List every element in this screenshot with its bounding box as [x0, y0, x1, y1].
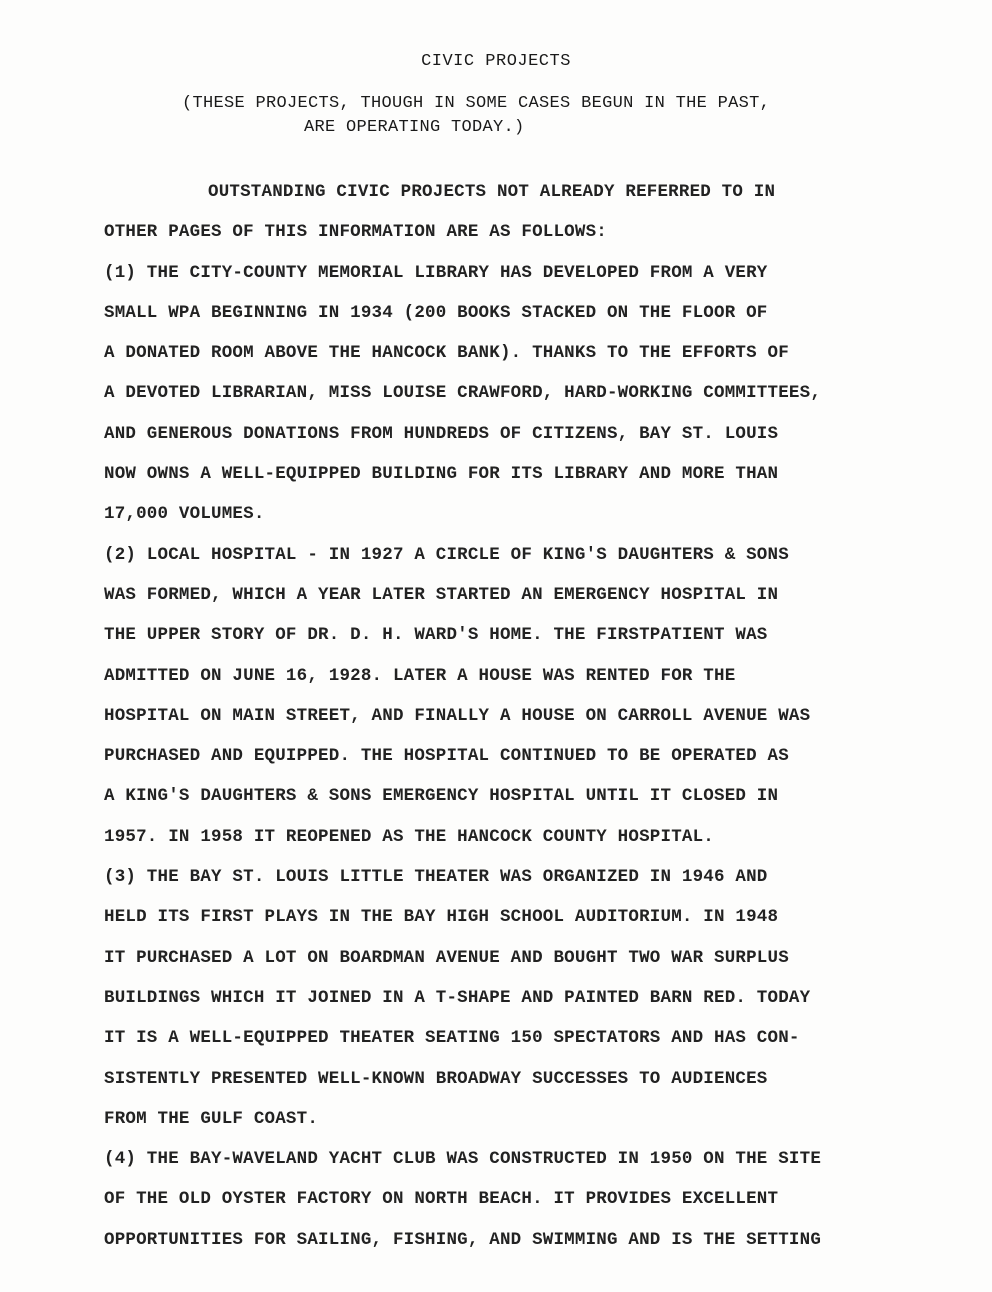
text-line: SMALL WPA BEGINNING IN 1934 (200 BOOKS STACKED ON THE FLOOR OF: [104, 302, 768, 323]
text-line: IT PURCHASED A LOT ON BOARDMAN AVENUE AND BOUGHT TWO WAR SURPLUS: [104, 947, 789, 968]
text-line: OTHER PAGES OF THIS INFORMATION ARE AS FOLLOWS:: [104, 222, 607, 243]
subtitle-line-2: ARE OPERATING TODAY.): [304, 118, 525, 137]
text-line: OPPORTUNITIES FOR SAILING, FISHING, AND SWIMMING AND IS THE SETTING: [104, 1229, 822, 1250]
text-line: WAS FORMED, WHICH A YEAR LATER STARTED AN EMERGENCY HOSPITAL IN: [104, 584, 779, 605]
text-line: FROM THE GULF COAST.: [104, 1108, 319, 1129]
text-line: IT IS A WELL-EQUIPPED THEATER SEATING 150 SPECTATORS AND HAS CON-: [104, 1028, 800, 1049]
page-title: CIVIC PROJECTS: [421, 52, 571, 71]
text-line: PURCHASED AND EQUIPPED. THE HOSPITAL CONTINUED TO BE OPERATED AS: [104, 746, 789, 767]
text-line: A DONATED ROOM ABOVE THE HANCOCK BANK). THANKS TO THE EFFORTS OF: [104, 343, 789, 364]
text-line: 1957. IN 1958 IT REOPENED AS THE HANCOCK COUNTY HOSPITAL.: [104, 826, 714, 847]
text-line: (3) THE BAY ST. LOUIS LITTLE THEATER WAS ORGANIZED IN 1946 AND: [104, 867, 768, 888]
text-line: (2) LOCAL HOSPITAL - IN 1927 A CIRCLE OF KING'S DAUGHTERS & SONS: [104, 544, 789, 565]
text-line: HOSPITAL ON MAIN STREET, AND FINALLY A HOUSE ON CARROLL AVENUE WAS: [104, 705, 811, 726]
text-line: THE UPPER STORY OF DR. D. H. WARD'S HOME. THE FIRSTPATIENT WAS: [104, 625, 768, 646]
text-line: AND GENEROUS DONATIONS FROM HUNDREDS OF CITIZENS, BAY ST. LOUIS: [104, 423, 779, 444]
text-line: OUTSTANDING CIVIC PROJECTS NOT ALREADY REFERRED TO IN: [208, 182, 776, 202]
body-text: [104, 172, 924, 1260]
text-line: A KING'S DAUGHTERS & SONS EMERGENCY HOSPITAL UNTIL IT CLOSED IN: [104, 786, 779, 807]
text-line: A DEVOTED LIBRARIAN, MISS LOUISE CRAWFORD, HARD-WORKING COMMITTEES,: [104, 383, 822, 404]
text-line: (1) THE CITY-COUNTY MEMORIAL LIBRARY HAS DEVELOPED FROM A VERY: [104, 262, 768, 283]
text-line: 17,000 VOLUMES.: [104, 504, 265, 525]
text-line: (4) THE BAY-WAVELAND YACHT CLUB WAS CONSTRUCTED IN 1950 ON THE SITE: [104, 1149, 822, 1170]
subtitle-line-1: (THESE PROJECTS, THOUGH IN SOME CASES BEGUN IN THE PAST,: [182, 94, 771, 113]
text-line: ADMITTED ON JUNE 16, 1928. LATER A HOUSE WAS RENTED FOR THE: [104, 665, 736, 686]
text-line: BUILDINGS WHICH IT JOINED IN A T-SHAPE AND PAINTED BARN RED. TODAY: [104, 987, 811, 1008]
text-line: NOW OWNS A WELL-EQUIPPED BUILDING FOR ITS LIBRARY AND MORE THAN: [104, 464, 779, 485]
text-line: OF THE OLD OYSTER FACTORY ON NORTH BEACH. IT PROVIDES EXCELLENT: [104, 1189, 779, 1210]
text-line: SISTENTLY PRESENTED WELL-KNOWN BROADWAY SUCCESSES TO AUDIENCES: [104, 1068, 768, 1089]
text-line: HELD ITS FIRST PLAYS IN THE BAY HIGH SCHOOL AUDITORIUM. IN 1948: [104, 907, 779, 928]
